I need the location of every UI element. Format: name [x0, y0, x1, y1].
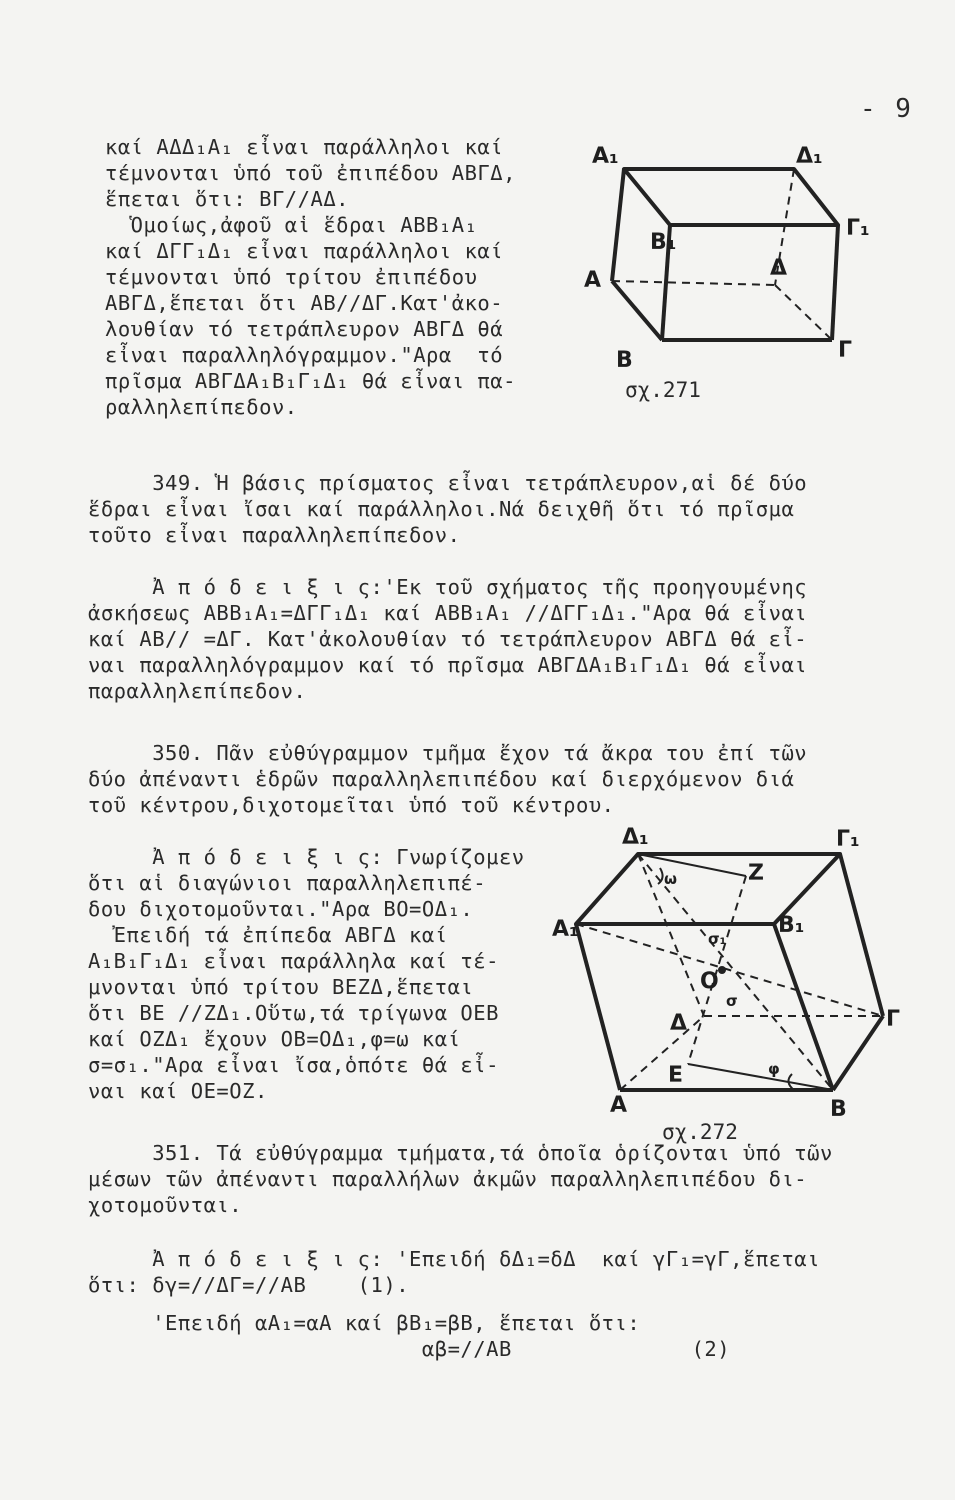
text-line: δου διχοτομοῦνται."Αρα ΒΟ=ΟΔ₁.	[88, 897, 474, 921]
text-line: μέσων τῶν ἀπέναντι παραλλήλων ἀκμῶν παραλληλεπιπέδου δι-	[88, 1167, 808, 1191]
text-line: 349. Ἡ βάσις πρίσματος εἶναι τετράπλευρον,αἱ δέ δύο	[88, 471, 808, 495]
text-line: ραλληλεπίπεδον.	[105, 395, 298, 419]
label-b: Β	[616, 348, 633, 373]
center-point-o	[718, 966, 726, 974]
angle-label-f: φ	[768, 1060, 780, 1078]
segment-e-b	[688, 1064, 833, 1090]
label-g1: Γ₁	[836, 827, 860, 852]
label-a1: Α₁	[592, 144, 619, 169]
text-line: 351. Τά εὐθύγραμμα τμήματα,τά ὁποῖα ὁρίζονται ὑπό τῶν	[88, 1141, 833, 1165]
angle-label-w: ω	[664, 870, 678, 888]
diagonal-d1-b	[638, 854, 833, 1090]
text-line: παραλληλεπίπεδον.	[88, 679, 307, 703]
text-line: καί ΑΒ// =ΔΓ. Κατ'ἀκολουθίαν τό τετράπλευρον ΑΒΓΔ θά εἶ-	[88, 627, 808, 651]
edge-b1-b	[774, 924, 833, 1090]
text-line: εἶναι παραλληλόγραμμον."Αρα τό	[105, 343, 504, 367]
text-line: πρῖσμα ΑΒΓΔΑ₁Β₁Γ₁Δ₁ θά εἶναι πα-	[105, 369, 516, 393]
text-line: 350. Πᾶν εὐθύγραμμον τμῆμα ἔχον τά ἄκρα του ἐπί τῶν	[88, 741, 808, 765]
text-line: λουθίαν τό τετράπλευρον ΑΒΓΔ θά	[105, 317, 504, 341]
angle-arc-w	[658, 868, 663, 884]
edge-b-g	[833, 1016, 883, 1090]
text-line: Ἀ π ό δ ε ι ξ ι ς: 'Επειδή δΔ₁=δΔ καί γΓ₁=γΓ,ἕπεται	[88, 1247, 820, 1271]
text-line: Ὁμοίως,ἀφοῦ αἱ ἕδραι ΑΒΒ₁Α₁	[105, 213, 478, 237]
label-g1: Γ₁	[846, 216, 870, 241]
text-line: μνονται ὑπό τρίτου ΒΕΖΔ,ἕπεται	[88, 975, 474, 999]
label-a1: Α₁	[552, 917, 579, 942]
label-b1: Β₁	[778, 913, 805, 938]
top-face	[624, 169, 838, 225]
figure-271-parallelepiped	[580, 135, 890, 395]
angle-label-s1: σ₁	[708, 930, 727, 948]
text-line: τέμνονται ὑπό τοῦ ἐπιπέδου ΑΒΓΔ,	[105, 161, 516, 185]
text-line: ὅτι ΒΕ //ΖΔ₁.Οὕτω,τά τρίγωνα ΟΕΒ	[88, 1001, 499, 1025]
label-d1: Δ₁	[796, 144, 823, 169]
text-line: ἀσκήσεως ΑΒΒ₁Α₁=ΔΓΓ₁Δ₁ καί ΑΒΒ₁Α₁ //ΔΓΓ₁Δ₁."Αρα θά εἶναι	[88, 601, 808, 625]
text-line: τέμνονται ὑπό τρίτου ἐπιπέδου	[105, 265, 478, 289]
text-line: χοτομοῦνται.	[88, 1193, 243, 1217]
text-line: Α₁Β₁Γ₁Δ₁ εἶναι παράλληλα καί τέ-	[88, 949, 499, 973]
text-line: ὅτι: δγ=//ΔΓ=//ΑΒ (1).	[88, 1273, 410, 1297]
label-d1: Δ₁	[622, 825, 649, 850]
text-line: καί ΔΓΓ₁Δ₁ εἶναι παράλληλοι καί	[105, 239, 504, 263]
edge-a1-a	[612, 169, 624, 281]
figure-272-parallelepiped	[548, 820, 901, 1122]
hidden-edge-a-d	[612, 281, 775, 285]
text-line: καί ΑΔΔ₁Α₁ εἶναι παράλληλοι καί	[105, 135, 504, 159]
page-number: - 9	[860, 94, 913, 124]
text-line: αβ=//ΑΒ (2)	[88, 1337, 731, 1361]
edge-a1-a	[576, 924, 620, 1090]
edge-a-b	[612, 281, 662, 340]
segment-d1-z	[638, 854, 746, 876]
label-g: Γ	[838, 338, 853, 363]
edge-g1-g	[840, 854, 883, 1016]
label-o: Ο	[700, 969, 719, 994]
label-b: Β	[830, 1097, 847, 1122]
text-line: ἕπεται ὅτι: ΒΓ//ΑΔ.	[105, 187, 349, 211]
text-line: ναι καί ΟΕ=ΟΖ.	[88, 1079, 268, 1103]
label-z: Ζ	[748, 861, 764, 886]
text-line: τοῦ κέντρου,διχοτομεῖται ὑπό τοῦ κέντρου.	[88, 793, 615, 817]
text-line: δύο ἀπέναντι ἑδρῶν παραλληλεπιπέδου καί διερχόμενον διά	[88, 767, 795, 791]
label-a: Α	[584, 268, 602, 293]
hidden-edge-d-g	[775, 285, 832, 340]
figure-271-caption: σχ.271	[625, 378, 701, 402]
text-line: Ἀ π ό δ ε ι ξ ι ς: Γνωρίζομεν	[88, 845, 525, 869]
text-line: ναι παραλληλόγραμμον καί τό πρῖσμα ΑΒΓΔΑ₁Β₁Γ₁Δ₁ θά εἶναι	[88, 653, 808, 677]
label-e: Ε	[668, 1063, 684, 1088]
text-line: καί ΟΖΔ₁ ἔχουν ΟΒ=ΟΔ₁,φ=ω καί	[88, 1027, 461, 1051]
text-line: Ἐπειδή τά ἐπίπεδα ΑΒΓΔ καί	[88, 923, 448, 947]
text-line: Ἀ π ό δ ε ι ξ ι ς:'Εκ τοῦ σχήματος τῆς προηγουμένης	[88, 575, 808, 599]
text-line: ἕδραι εἶναι ἴσαι καί παράλληλοι.Νά δειχθῆ ὅτι τό πρῖσμα	[88, 497, 795, 521]
label-b1: Β₁	[650, 230, 677, 255]
text-line: ΑΒΓΔ,ἕπεται ὅτι ΑΒ//ΔΓ.Κατ'ἀκο-	[105, 291, 504, 315]
edge-g1-g	[832, 225, 838, 340]
text-line: ὅτι αἱ διαγώνιοι παραλληλεπιπέ-	[88, 871, 487, 895]
text-line: τοῦτο εἶναι παραλληλεπίπεδον.	[88, 523, 461, 547]
label-g: Γ	[886, 1007, 901, 1032]
text-line: σ=σ₁."Αρα εἶναι ἴσα,ὁπότε θά εἶ-	[88, 1053, 499, 1077]
label-d: Δ	[770, 256, 788, 281]
text-line: 'Επειδή αΑ₁=αΑ καί βΒ₁=βΒ, ἕπεται ὅτι:	[88, 1311, 641, 1335]
figure-272-caption: σχ.272	[662, 1120, 738, 1144]
angle-label-s: σ	[726, 992, 738, 1010]
label-a: Α	[610, 1093, 628, 1118]
label-d: Δ	[670, 1011, 688, 1036]
